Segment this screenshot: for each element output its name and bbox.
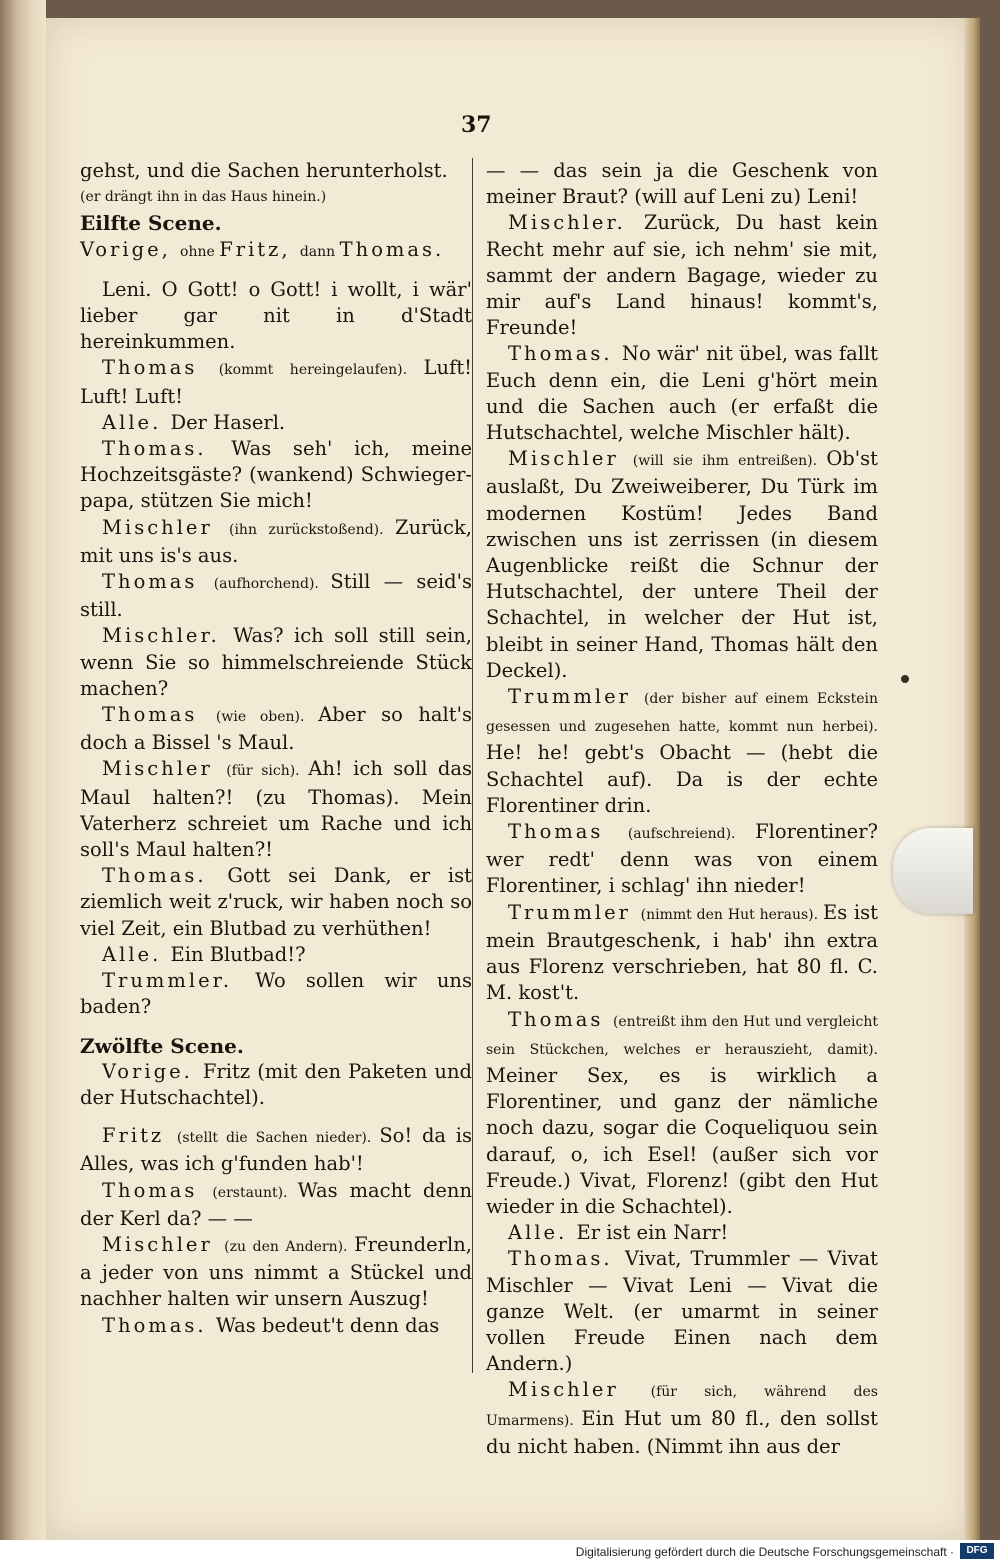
- speech: [486, 1220, 878, 1246]
- speech-text: Ob'st auslaßt, Du Zweiweiberer, Du Türk im modernen Kostüm! Jedes Band zwischen uns ist zerrissen (in diesem Augenblicke reißt die Schnur der Hutschachtel, der untere Theil der Schachtel, in welcher der Hut ist, bleibt in seiner Hand, Thomas hält den Deckel).: [486, 447, 878, 682]
- speaker-name: Mischler.: [508, 211, 644, 235]
- speech-text: He! he! gebt's Obacht — (hebt die Schachtel auf). Da is der echte Florentiner drin.: [486, 741, 878, 817]
- speech: [80, 355, 472, 409]
- speaker-name: Trummler.: [102, 969, 256, 993]
- speaker-name: Trummler: [508, 900, 641, 924]
- speaker-name: Vorige.: [102, 1059, 203, 1083]
- speech: [486, 341, 878, 446]
- speech: [80, 1232, 472, 1313]
- speech-text: Florentiner? wer redt' denn was von einem Florentiner, i schlag' ihn nieder!: [486, 820, 878, 898]
- speech: [486, 1377, 878, 1460]
- speech-text: Was macht denn der Kerl da? — —: [80, 1178, 472, 1230]
- speaker-name: Mischler: [102, 757, 227, 781]
- speech-text: No wär' nit übel, was fallt Euch denn ein, die Leni g'hört mein und die Sachen auch (er erfaßt die Hutschachtel, welche Mischler hält).: [486, 342, 879, 445]
- cast-name: Vorige,: [80, 237, 181, 261]
- speaker-name: Mischler.: [102, 624, 234, 648]
- stage-direction: (kommt hereingelaufen).: [218, 362, 424, 379]
- speech-text: Vivat, Trummler — Vivat Mischler — Vivat Leni — Vivat die ganze Welt. (er umarmt in seiner vollen Freude Einen nach dem Andern.): [486, 1247, 878, 1376]
- speech-text: Still — seid's still.: [80, 570, 472, 622]
- speech-text: Fritz (mit den Paketen und der Hutschachtel).: [80, 1059, 472, 1109]
- scene-heading: Eilfte Scene.: [80, 211, 222, 236]
- speech-text: Es ist mein Brautgeschenk, i hab' ihn extra aus Florenz verschrieben, hat 80 fl. C. M. kost't.: [486, 900, 878, 1005]
- speech: [80, 623, 472, 702]
- spacer: [80, 265, 472, 277]
- cast-name: Fritz,: [219, 237, 300, 261]
- speech-text: Zurück, mit uns is's aus.: [80, 515, 472, 567]
- speech-text: Aber so halt's doch a Bissel 's Maul.: [80, 703, 472, 755]
- speaker-name: Thomas: [102, 570, 214, 594]
- cast-note: ohne: [180, 243, 220, 260]
- speech: [486, 900, 878, 1007]
- speech: [80, 1123, 472, 1177]
- speaker-name: Thomas.: [508, 1247, 625, 1271]
- speaker-name: Thomas: [102, 1178, 213, 1202]
- speaker-name: Thomas: [508, 1007, 613, 1031]
- speaker-name: Trummler: [508, 685, 644, 709]
- speaker-name: Thomas: [508, 820, 628, 844]
- page-edge: [964, 18, 980, 1540]
- speech: [80, 756, 472, 863]
- stage-direction: (für sich).: [226, 763, 309, 780]
- speech: [80, 1313, 472, 1339]
- speech: [80, 410, 472, 436]
- text-paragraph: gehst, und die Sachen herunterholst.: [80, 159, 448, 182]
- stage-direction: (er drängt ihn in das Haus hinein.): [80, 189, 327, 206]
- speech: [80, 702, 472, 756]
- speech: [80, 515, 472, 569]
- speech-text: Ah! ich soll das Maul halten?! (zu Thomas). Mein Vaterherz schreiet um Rache und ich soll's Maul halten?!: [80, 757, 473, 862]
- stage-direction: (will sie ihm entreißen).: [632, 453, 827, 470]
- stage-direction: (für sich, während des Umarmens).: [486, 1384, 878, 1429]
- speech: [486, 210, 878, 341]
- speaker-name: Alle.: [102, 942, 171, 966]
- speech: [80, 1059, 472, 1111]
- footer-credit: Digitalisierung gefördert durch die Deutsche Forschungsgemeinschaft ·: [575, 1545, 954, 1559]
- speaker-name: Mischler: [102, 515, 229, 539]
- speech: [80, 942, 472, 968]
- speech: [486, 1007, 878, 1221]
- spacer: [80, 1111, 472, 1123]
- speech: [486, 446, 878, 684]
- speech-text: Meiner Sex, es is wirklich a Florentiner, und ganz der nämliche noch dazu, sogar die Coqueliquou sein darauf, o, ich Esel! (außer sich vor Freude.) Vivat, Florenz! (gibt den Hut wieder in die Schachtel).: [486, 1063, 878, 1218]
- column-divider: [472, 158, 473, 1373]
- speech-text: Zurück, Du hast kein Recht mehr auf sie, ich nehm' sie mit, sammt der andern Bagage, wieder zu mir auf's Land hinaus! kommt's, Freunde!: [486, 211, 878, 340]
- stage-direction: (erstaunt).: [212, 1184, 298, 1201]
- speech: [80, 863, 472, 942]
- speaker-name: Thomas.: [102, 864, 228, 888]
- speech: [486, 819, 878, 900]
- speech-text: Wo sollen wir uns baden?: [80, 969, 472, 1019]
- speech: [80, 968, 472, 1020]
- left-column: [80, 158, 472, 1339]
- spacer: [80, 1021, 472, 1033]
- speaker-name: Thomas: [102, 703, 216, 727]
- speech-text: Was bedeut't denn das: [215, 1313, 440, 1337]
- speech-text: Ein Blutbad!?: [170, 942, 306, 966]
- text-paragraph: — — das sein ja die Geschenk von meiner Braut? (will auf Leni zu) Leni!: [486, 159, 878, 209]
- speaker-name: Thomas: [102, 356, 219, 380]
- dfg-logo: DFG: [960, 1543, 994, 1559]
- stage-direction: (wie oben).: [215, 709, 319, 726]
- speech: [80, 436, 472, 515]
- speaker-name: Alle.: [508, 1221, 577, 1245]
- right-column: [486, 158, 878, 1460]
- speech-text: Der Haserl.: [170, 410, 286, 434]
- speech: [486, 684, 878, 819]
- speaker-name: Thomas.: [508, 342, 622, 366]
- stage-direction: (stellt die Sachen nieder).: [176, 1130, 380, 1147]
- speaker-name: Thomas.: [102, 437, 232, 461]
- speaker-name: Mischler: [508, 447, 633, 471]
- stage-direction: (aufschreiend).: [627, 826, 756, 843]
- speech: [486, 1246, 878, 1377]
- book-gutter: [0, 0, 46, 1540]
- speech-text: Was seh' ich, meine Hochzeitsgäste? (wankend) Schwieger-papa, stützen Sie mich!: [80, 437, 473, 513]
- speech: [80, 1178, 472, 1232]
- stage-direction: (entreißt ihm den Hut und vergleicht sein Stückchen, welches er herauszieht, damit).: [486, 1013, 878, 1058]
- speech-text: So! da is Alles, was ich g'funden hab'!: [80, 1124, 472, 1176]
- stage-direction: (ihn zurückstoßend).: [228, 521, 396, 538]
- page-number: 37: [461, 112, 492, 138]
- scene-heading: Zwölfte Scene.: [80, 1033, 244, 1058]
- speaker-name: Fritz: [102, 1124, 177, 1148]
- speech-text: Was? ich soll still sein, wenn Sie so himmelschreiende Stück machen?: [80, 624, 472, 700]
- cast-name: Thomas.: [339, 237, 445, 261]
- speech-text: Freunderln, a jeder von uns nimmt a Stückel und nachher halten wir unsern Auszug!: [80, 1232, 472, 1311]
- stage-direction: (aufhorchend).: [213, 576, 331, 593]
- speech-text: Ein Hut um 80 fl., den sollst du nicht haben. (Nimmt ihn aus der: [486, 1406, 878, 1458]
- speech-text: Er ist ein Narr!: [576, 1221, 729, 1245]
- ink-dot: [901, 675, 909, 683]
- speaker-name: Alle.: [102, 410, 171, 434]
- footer-bar: [0, 1540, 1000, 1564]
- speaker-name: Mischler: [102, 1232, 225, 1256]
- cast-note: dann: [299, 243, 340, 260]
- stage-direction: (zu den Andern).: [224, 1238, 355, 1255]
- speech-text: Luft! Luft! Luft!: [80, 356, 472, 408]
- speech-text: Gott sei Dank, er ist ziemlich weit z'ruck, wir haben noch so viel Zeit, ein Blutbad zu verhüthen!: [80, 864, 473, 940]
- text-paragraph: Leni. O Gott! o Gott! i wollt, i wär' lieber gar nit in d'Stadt hereinkummen.: [80, 277, 472, 354]
- page-clip: [893, 828, 973, 914]
- stage-direction: (der bisher auf einem Eckstein gesessen und zugesehen hatte, kommt nun herbei).: [486, 691, 878, 736]
- cast-line: [80, 237, 472, 265]
- speaker-name: Thomas.: [102, 1313, 216, 1337]
- speech: [80, 569, 472, 623]
- speaker-name: Mischler: [508, 1378, 651, 1402]
- stage-direction: (nimmt den Hut heraus).: [640, 906, 823, 923]
